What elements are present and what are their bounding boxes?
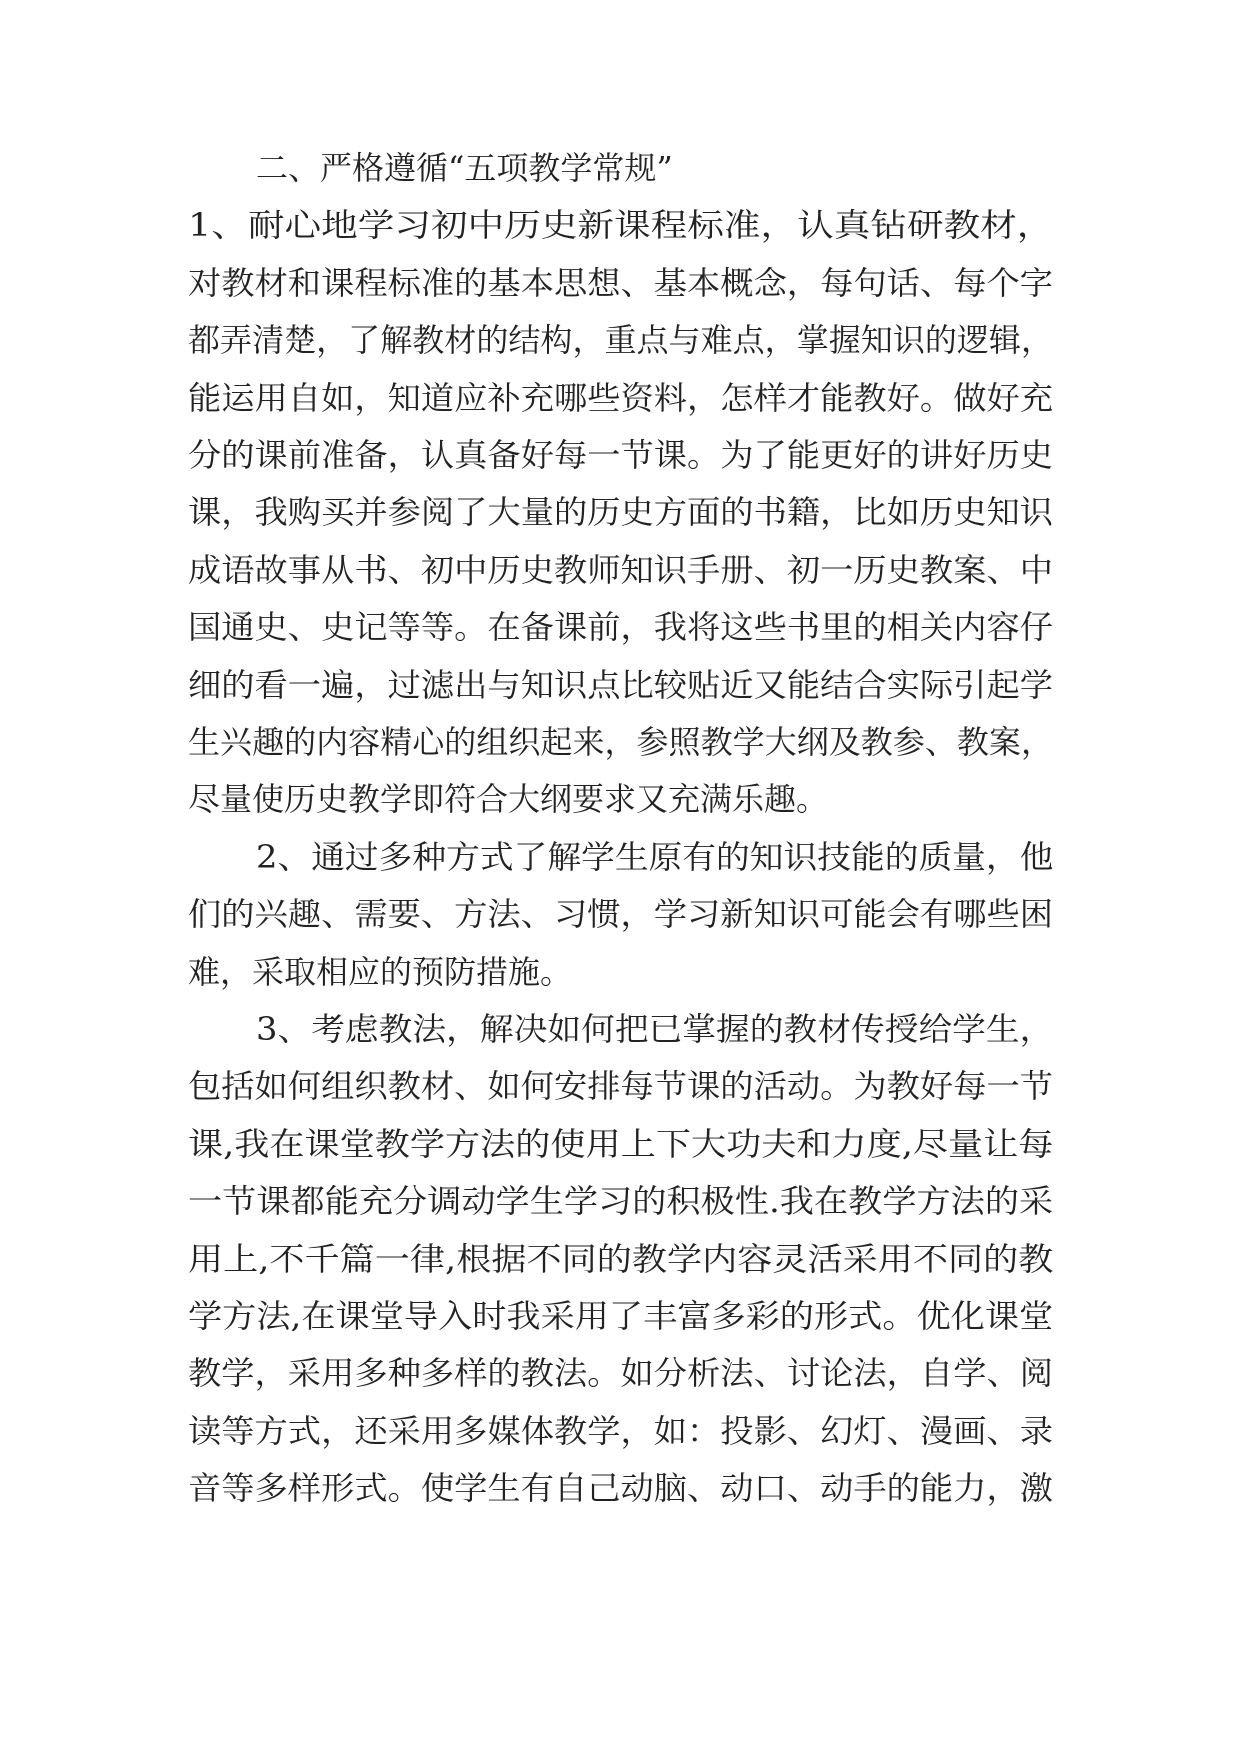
paragraph-line: 难，采取相应的预防措施。	[188, 952, 573, 991]
paragraph-line: 对教材和课程标准的基本思想、基本概念，每句话、每个字	[188, 263, 1054, 302]
paragraph-line: 读等方式，还采用多媒体教学，如：投影、幻灯、漫画、录	[188, 1411, 1054, 1450]
paragraph-line: 1、耐心地学习初中历史新课程标准，认真钻研教材，	[188, 206, 1054, 245]
paragraph-line: 包括如何组织教材、如何安排每节课的活动。为教好每一节	[188, 1067, 1054, 1106]
paragraph-line: 课，我购买并参阅了大量的历史方面的书籍，比如历史知识	[188, 493, 1054, 532]
paragraph-line: 3、考虑教法，解决如何把已掌握的教材传授给学生，	[256, 1010, 1054, 1048]
paragraph-line: 都弄清楚，了解教材的结构，重点与难点，掌握知识的逻辑，	[188, 321, 1054, 360]
paragraph-line: 尽量使历史教学即符合大纲要求又充满乐趣。	[188, 780, 829, 819]
paragraph-line: 能运用自如，知道应补充哪些资料，怎样才能教好。做好充	[188, 378, 1054, 417]
paragraph-line: 成语故事从书、初中历史教师知识手册、初一历史教案、中	[188, 550, 1054, 589]
paragraph-line: 国通史、史记等等。在备课前，我将这些书里的相关内容仔	[188, 608, 1054, 647]
paragraph-line: 教学，采用多种多样的教法。如分析法、讨论法，自学、阅	[188, 1354, 1054, 1393]
paragraph-line: 音等多样形式。使学生有自己动脑、动口、动手的能力，激	[188, 1469, 1054, 1508]
paragraph-line: 生兴趣的内容精心的组织起来，参照教学大纲及教参、教案，	[188, 723, 1054, 761]
paragraph-line: 一节课都能充分调动学生学习的积极性.我在教学方法的采	[188, 1182, 1054, 1221]
paragraph-line: 们的兴趣、需要、方法、习惯，学习新知识可能会有哪些困	[188, 895, 1054, 934]
paragraph-line: 分的课前准备，认真备好每一节课。为了能更好的讲好历史	[188, 436, 1054, 474]
section-heading: 二、严格遵循“五项教学常规”	[256, 149, 673, 187]
paragraph-line: 2、通过多种方式了解学生原有的知识技能的质量，他	[256, 837, 1054, 876]
paragraph-line: 课,我在课堂教学方法的使用上下大功夫和力度,尽量让每	[188, 1124, 1054, 1163]
paragraph-line: 细的看一遍，过滤出与知识点比较贴近又能结合实际引起学	[188, 665, 1054, 704]
paragraph-line: 学方法,在课堂导入时我采用了丰富多彩的形式。优化课堂	[188, 1297, 1054, 1335]
paragraph-line: 用上,不千篇一律,根据不同的教学内容灵活采用不同的教	[188, 1239, 1054, 1278]
